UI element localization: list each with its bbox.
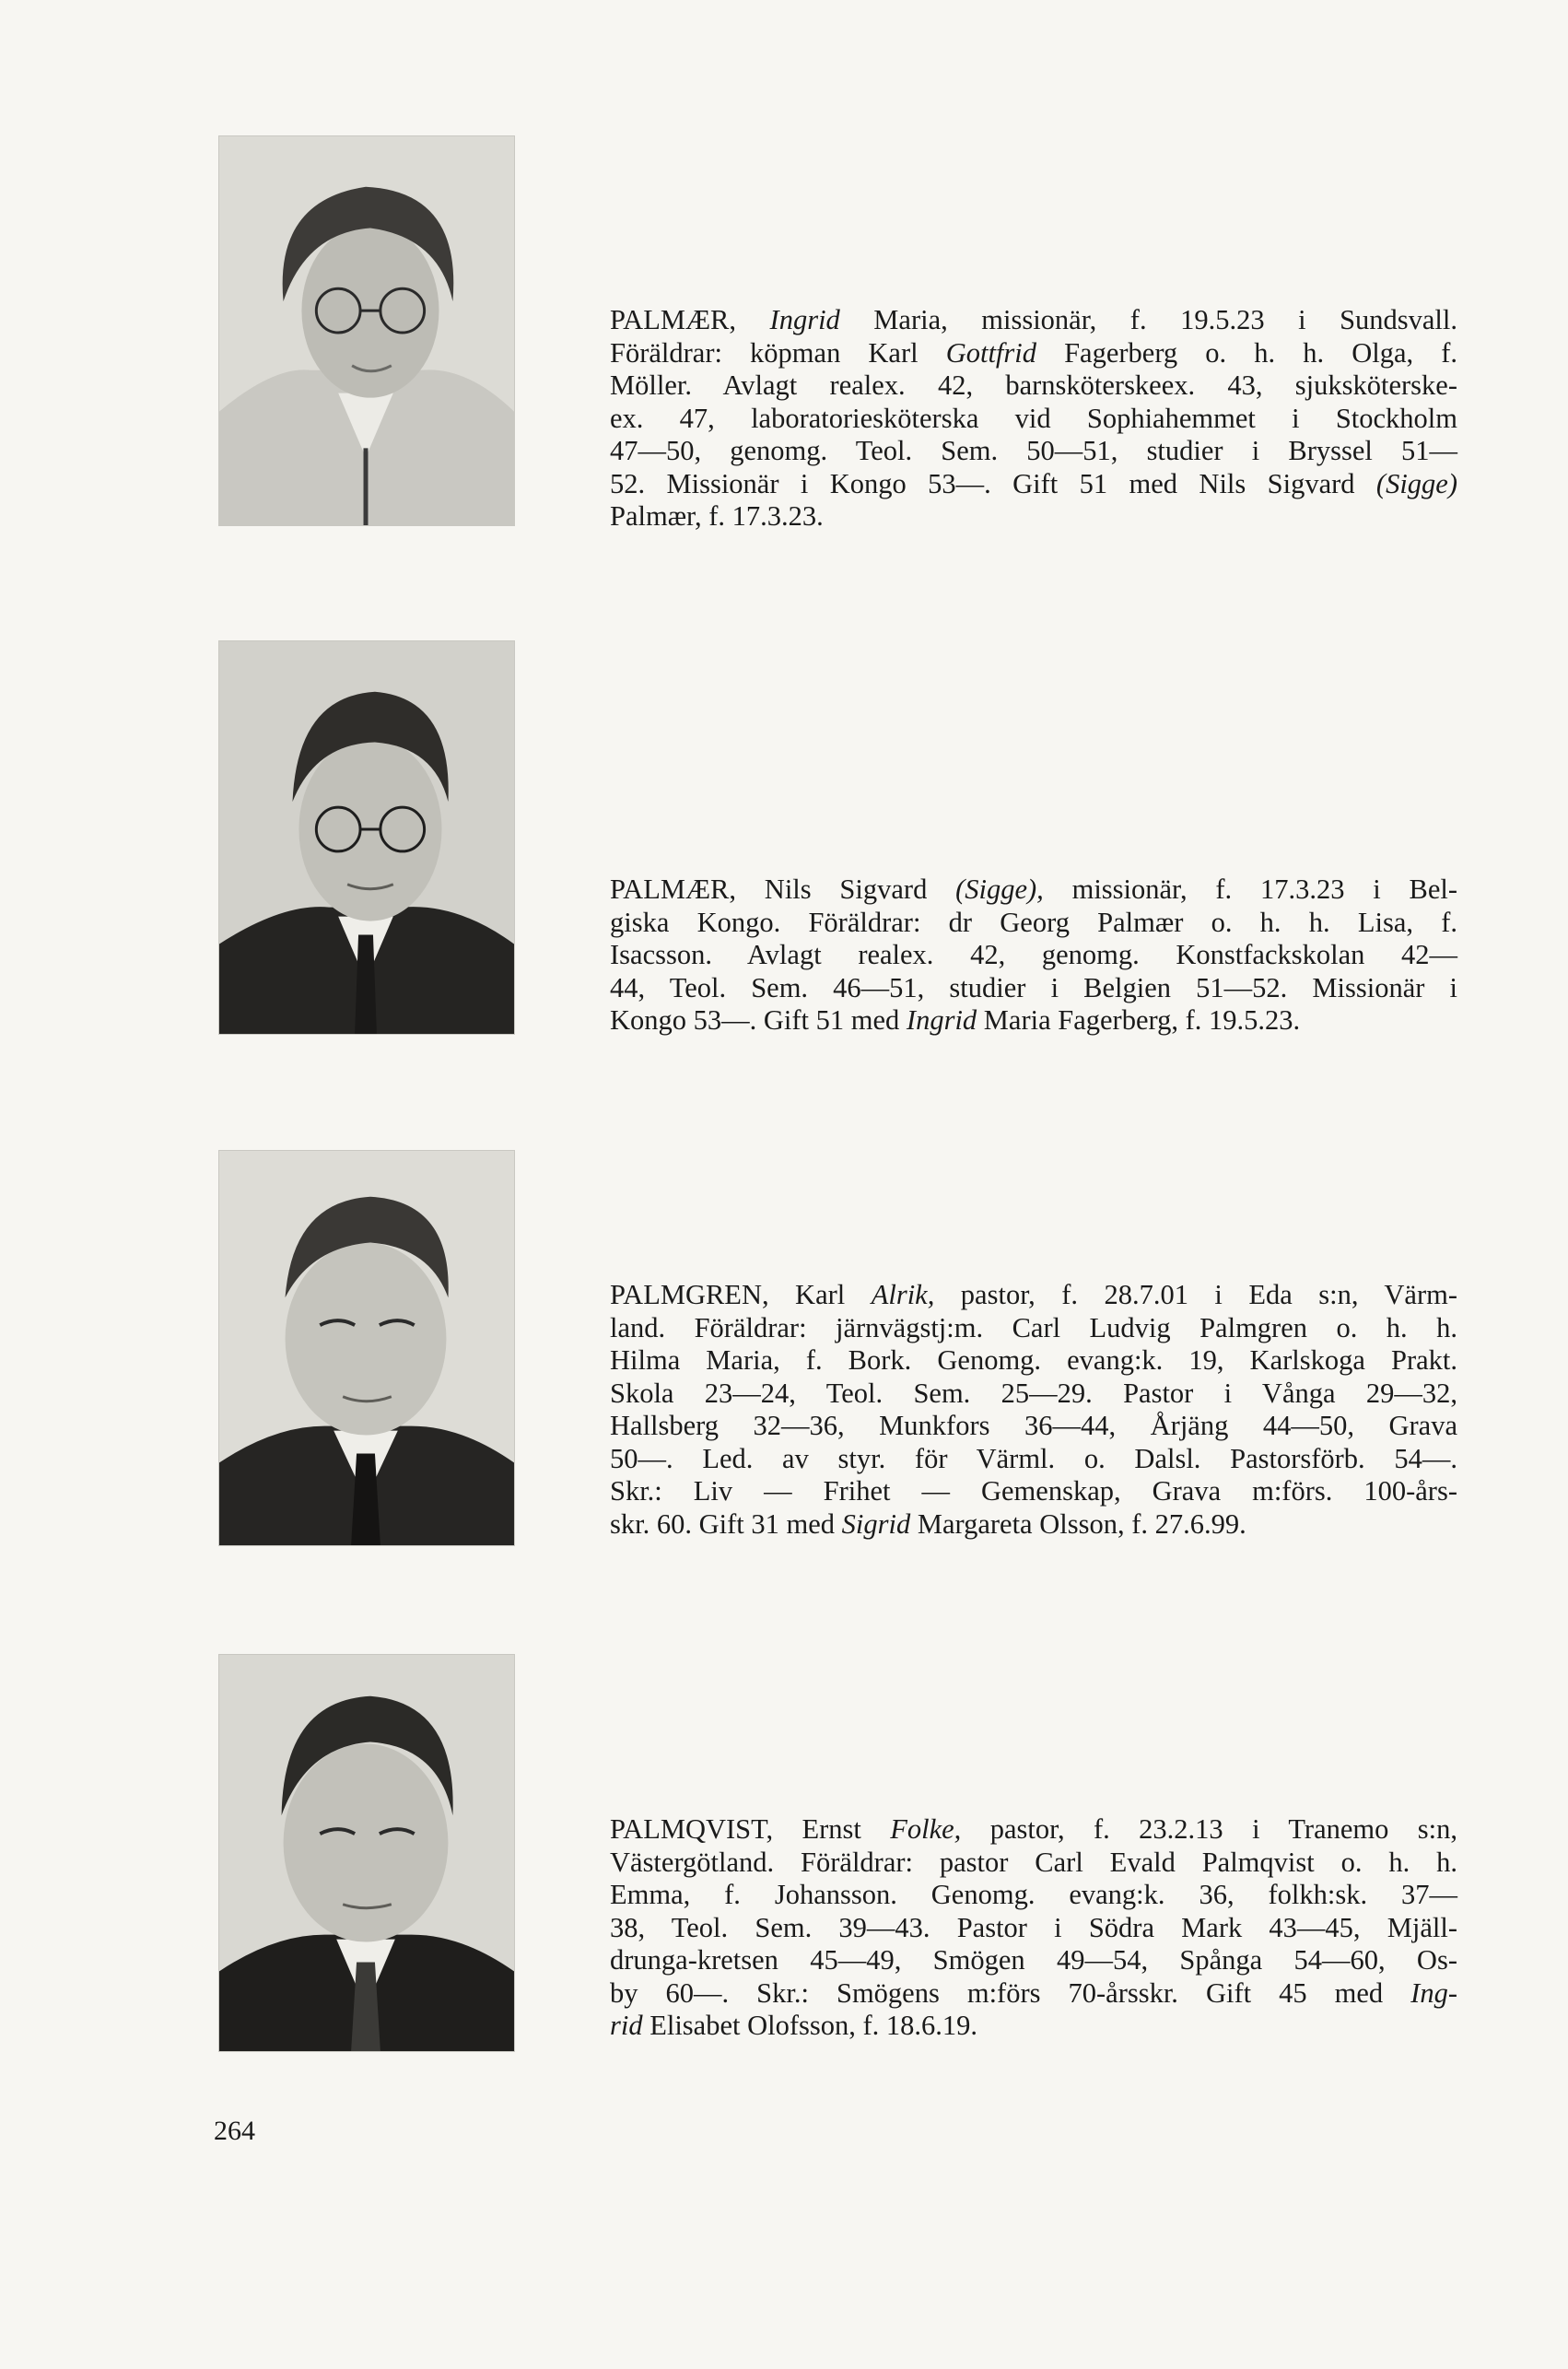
bio-line: 44, Teol. Sem. 46—51, studier i Belgien 51—52. Missionär i	[610, 971, 1457, 1003]
bio-line: 52. Missionär i Kongo 53—. Gift 51 med Nils Sigvard (Sigge)	[610, 467, 1457, 499]
biography-text	[610, 1813, 1457, 2043]
bio-line: PALMQVIST, Ernst Folke, pastor, f. 23.2.13 i Tranemo s:n,	[610, 1813, 1457, 1845]
bio-line: Skola 23—24, Teol. Sem. 25—29. Pastor i Vånga 29—32,	[610, 1377, 1457, 1409]
bio-line: Hilma Maria, f. Bork. Genomg. evang:k. 19, Karlskoga Prakt.	[610, 1344, 1457, 1376]
bio-line: giska Kongo. Föräldrar: dr Georg Palmær o. h. h. Lisa, f.	[610, 906, 1457, 938]
portrait-karl-palmgren	[219, 1151, 514, 1545]
portrait-nils-palmaer	[219, 641, 514, 1034]
bio-line: Palmær, f. 17.3.23.	[610, 500, 824, 532]
bio-line: ex. 47, laboratoriesköterska vid Sophiahemmet i Stockholm	[610, 402, 1457, 434]
bio-line: Möller. Avlagt realex. 42, barnsköterskeex. 43, sjuksköterske-	[610, 369, 1457, 401]
bio-line: Föräldrar: köpman Karl Gottfrid Fagerberg o. h. h. Olga, f.	[610, 336, 1457, 369]
bio-line: Emma, f. Johansson. Genomg. evang:k. 36, folkh:sk. 37—	[610, 1879, 1457, 1910]
bio-line: Hallsberg 32—36, Munkfors 36—44, Årjäng 44—50, Grava	[610, 1410, 1457, 1441]
bio-line: Kongo 53—. Gift 51 med Ingrid Maria Fagerberg, f. 19.5.23.	[610, 1004, 1301, 1036]
bio-line: Västergötland. Föräldrar: pastor Carl Evald Palmqvist o. h. h.	[610, 1846, 1457, 1878]
portrait-photo	[218, 1150, 515, 1546]
bio-line: PALMGREN, Karl Alrik, pastor, f. 28.7.01 i Eda s:n, Värm-	[610, 1279, 1457, 1310]
portrait-photo	[218, 1654, 515, 2052]
bio-line: Skr.: Liv — Frihet — Gemenskap, Grava m:förs. 100-års-	[610, 1475, 1457, 1507]
portrait-ingrid-palmaer	[219, 136, 514, 525]
bio-line: land. Föräldrar: järnvägstj:m. Carl Ludvig Palmgren o. h. h.	[610, 1311, 1457, 1343]
bio-line: rid Elisabet Olofsson, f. 18.6.19.	[610, 2010, 978, 2041]
bio-line: drunga-kretsen 45—49, Smögen 49—54, Spånga 54—60, Os-	[610, 1944, 1457, 1976]
bio-line: 50—. Led. av styr. för Värml. o. Dalsl. Pastorsförb. 54—.	[610, 1442, 1457, 1474]
bio-line: PALMÆR, Nils Sigvard (Sigge), missionär, f. 17.3.23 i Bel-	[610, 874, 1457, 905]
portrait-photo	[218, 135, 515, 526]
bio-line: by 60—. Skr.: Smögens m:förs 70-årsskr. Gift 45 med Ing-	[610, 1976, 1457, 2009]
portrait-ernst-palmqvist	[219, 1655, 514, 2051]
biography-text	[610, 874, 1457, 1038]
bio-line: Isacsson. Avlagt realex. 42, genomg. Konstfackskolan 42—	[610, 939, 1457, 970]
bio-line: 38, Teol. Sem. 39—43. Pastor i Södra Mark 43—45, Mjäll-	[610, 1911, 1457, 1943]
bio-line: PALMÆR, Ingrid Maria, missionär, f. 19.5.23 i Sundsvall.	[610, 304, 1458, 335]
biography-text	[610, 1279, 1457, 1541]
biography-text	[610, 304, 1457, 534]
bio-line: skr. 60. Gift 31 med Sigrid Margareta Olsson, f. 27.6.99.	[610, 1507, 1246, 1540]
page-number: 264	[214, 2116, 255, 2146]
portrait-photo	[218, 640, 515, 1035]
bio-line: 47—50, genomg. Teol. Sem. 50—51, studier i Bryssel 51—	[610, 435, 1457, 466]
